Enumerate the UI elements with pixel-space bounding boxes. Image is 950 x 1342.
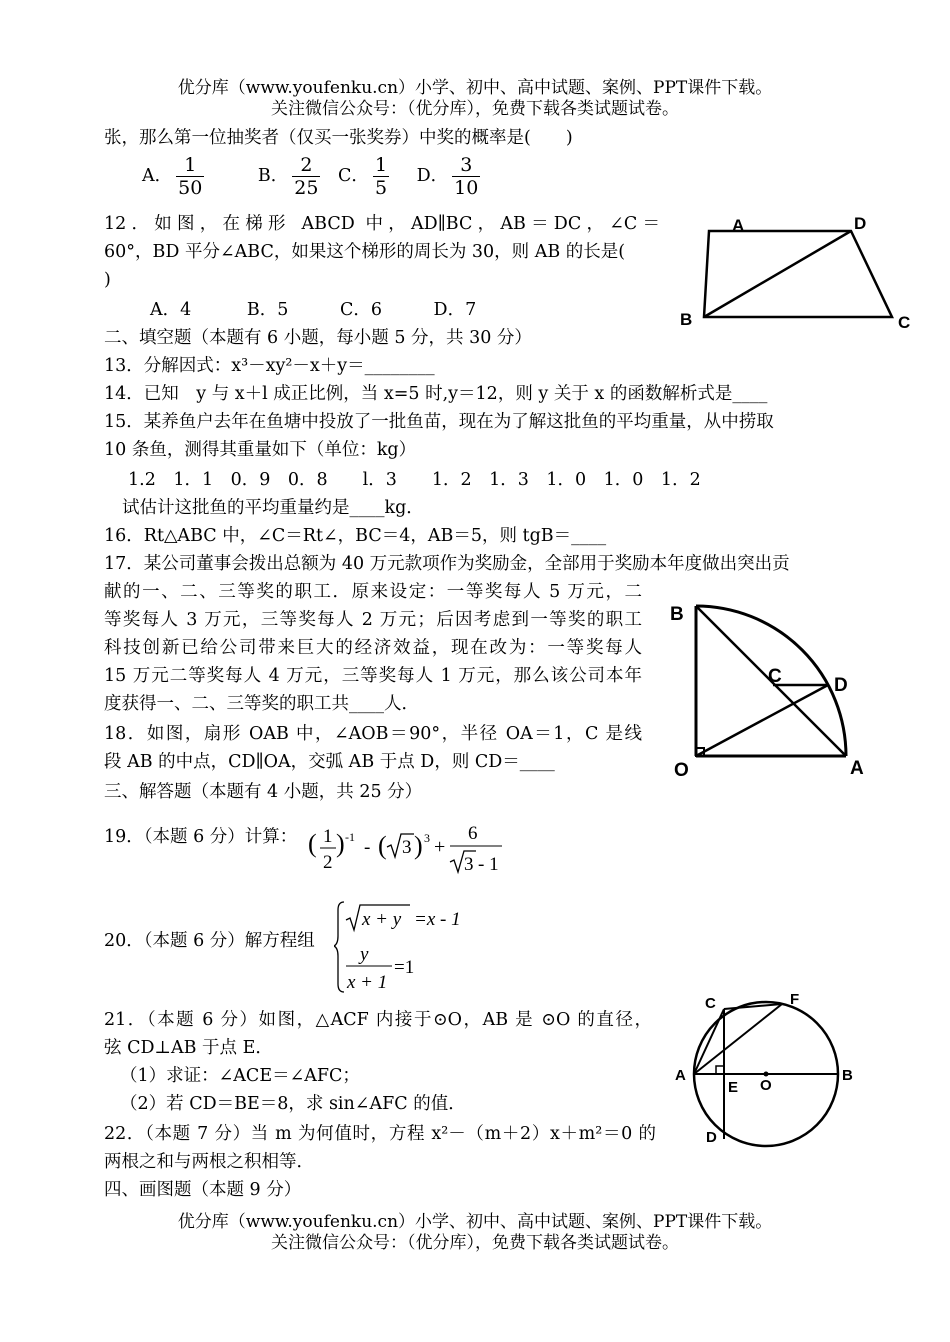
label-c: C (705, 995, 716, 1012)
q19-expression (306, 815, 526, 879)
segment-cf (724, 1004, 782, 1009)
option-label: B． (257, 166, 289, 186)
fraction (176, 154, 204, 199)
numerator: 2 (292, 154, 320, 177)
paren: ( (308, 829, 317, 858)
sqrt-three: 3 (402, 837, 412, 858)
q11-option-c (338, 154, 393, 199)
exp-neg-one: -1 (345, 830, 355, 844)
label-a: A (850, 758, 864, 779)
fraction (452, 154, 480, 199)
q21-line-2: 弦 CD⊥AB 于点 E． (104, 1038, 273, 1058)
q12-option-c: C．6 (339, 300, 382, 320)
eq1-radicand: x + y (362, 909, 402, 930)
label-e: E (728, 1079, 739, 1096)
q12-options (150, 296, 476, 324)
footer-line-1: 优分库（www.youfenku.cn）小学、初中、高中试题、案例、PPT课件下载。 (177, 1212, 773, 1232)
q13: 13．分解因式：x³－xy²－x＋y＝________ (104, 356, 435, 376)
numerator: 3 (452, 154, 480, 177)
paren: ) (336, 829, 345, 858)
section-2-heading: 二、填空题（本题有 6 小题，每小题 5 分，共 30 分） (104, 328, 532, 348)
label-f: F (790, 991, 800, 1008)
q17-line-1: 17．某公司董事会拨出总额为 40 万元款项作为奖励金，全部用于奖励本年度做出突出贡 (104, 554, 790, 574)
q15-line-3: 试估计这批鱼的平均重量约是____kg． (122, 498, 424, 518)
plus-sign: + (434, 836, 446, 858)
denominator: 5 (374, 177, 388, 199)
label-a: A (675, 1067, 686, 1084)
q11-option-d (417, 154, 485, 199)
label-c: C (768, 666, 782, 687)
diagonal-bd (704, 231, 851, 317)
option-label: C． (338, 166, 369, 186)
q11-option-b (258, 154, 325, 199)
denominator: 25 (294, 177, 319, 199)
label-c: C (898, 313, 911, 332)
segment-af (694, 1004, 782, 1074)
q21-line-1: 21．（本题 6 分）如图，△ACF 内接于⊙O，AB 是 ⊙O 的直径， (104, 1010, 652, 1030)
q12-option-b: B．5 (246, 300, 289, 320)
denominator: 10 (454, 177, 479, 199)
denominator: 50 (178, 177, 203, 199)
label-b: B (670, 604, 684, 625)
section-4-heading: 四、画图题（本题 9 分） (104, 1180, 302, 1200)
paren: ) (414, 831, 423, 860)
q22-line-1: 22．（本题 7 分）当 m 为何值时，方程 x²－（m＋2）x＋m²＝0 的 (104, 1124, 656, 1144)
segment-ac (694, 1009, 724, 1074)
frac-num: 6 (468, 823, 478, 844)
q17-line-2: 献的一、二、三等奖的职工．原来设定：一等奖每人 5 万元，二 (104, 582, 642, 602)
label-d: D (706, 1129, 717, 1146)
q19-prefix: 19．（本题 6 分）计算： (104, 827, 298, 847)
q12-option-d: D．7 (433, 300, 477, 320)
q12-line-2: 60°，BD 平分∠ABC，如果这个梯形的周长为 30，则 AB 的长是( (104, 242, 626, 262)
label-a: A (732, 216, 745, 235)
q17-line-6: 度获得一、二、三等奖的职工共____人． (104, 694, 419, 714)
section-3-heading: 三、解答题（本题有 4 小题，共 25 分） (104, 782, 423, 802)
q20-prefix: 20．（本题 6 分）解方程组 (104, 931, 315, 951)
q17-line-5: 15 万元二等奖每人 4 万元，三等奖每人 1 万元，那么该公司本年 (104, 666, 642, 686)
q11-text: 张，那么第一位抽奖者（仅买一张奖券）中奖的概率是( ) (104, 128, 573, 148)
trapezoid-figure (672, 205, 922, 335)
exp-three: 3 (424, 831, 430, 845)
label-o: O (760, 1077, 772, 1094)
q18-line-2: 段 AB 的中点，CD∥OA，交弧 AB 于点 D，则 CD＝____ (104, 752, 555, 772)
header-line-1: 优分库（www.youfenku.cn）小学、初中、高中试题、案例、PPT课件下载。 (177, 78, 773, 98)
eq2-den: x + 1 (347, 972, 388, 993)
numerator: 1 (176, 154, 204, 177)
label-o: O (674, 760, 689, 781)
frac-den-tail: - 1 (478, 854, 499, 875)
minus-sign: - (364, 837, 371, 858)
numerator: 1 (374, 154, 388, 176)
q15-line-1: 15．某养鱼户去年在鱼塘中投放了一批鱼苗，现在为了解这批鱼的平均重量，从中捞取 (104, 412, 774, 432)
q17-line-4: 科技创新已给公司带来巨大的经济效益，现在改为：一等奖每人 (104, 638, 642, 658)
q12-line-1: 12．如图，在梯形 ABCD 中，AD∥BC，AB＝DC，∠C＝ (104, 214, 660, 234)
q14: 14．已知 y 与 x＋l 成正比例，当 x=5 时,y＝12，则 y 关于 x 的函数解析式是____ (104, 384, 768, 404)
fraction (373, 154, 389, 199)
half-den: 2 (323, 852, 333, 873)
sector-figure (662, 594, 872, 784)
paren: ( (378, 831, 387, 860)
q12-option-a: A．4 (150, 300, 192, 320)
trapezoid-outline (704, 231, 892, 317)
option-label: A． (142, 166, 173, 186)
q20-system (334, 898, 504, 998)
brace (334, 902, 344, 992)
q11-option-a (142, 154, 208, 199)
segment-od (696, 685, 828, 756)
header-line-2: 关注微信公众号：（优分库），免费下载各类试题试卷。 (271, 99, 679, 119)
q22-line-2: 两根之和与两根之积相等． (104, 1152, 314, 1172)
eq1-rhs: =x - 1 (414, 909, 461, 930)
eq2-rhs: =1 (394, 957, 415, 978)
q21-part-2: （2）若 CD＝BE＝8，求 sin∠AFC 的值． (120, 1094, 466, 1114)
eq2-num: y (360, 944, 369, 965)
half-num: 1 (323, 826, 333, 847)
label-d: D (854, 214, 867, 233)
label-b: B (680, 310, 693, 329)
option-label: D． (416, 166, 449, 186)
q15-data: 1.2 1．1 0．9 0．8 l．3 1．2 1．3 1．0 1．0 1．2 (128, 470, 701, 490)
frac-den-root: 3 (464, 854, 474, 875)
footer-line-2: 关注微信公众号：（优分库），免费下载各类试题试卷。 (271, 1233, 679, 1253)
q12-line-3: ) (104, 270, 111, 290)
right-angle-mark (716, 1066, 724, 1074)
center-dot (764, 1072, 769, 1077)
q16: 16．Rt△ABC 中，∠C＝Rt∠，BC＝4，AB＝5，则 tgB＝____ (104, 526, 607, 546)
label-b: B (842, 1067, 853, 1084)
circle-figure (668, 988, 868, 1148)
label-d: D (834, 675, 848, 696)
q18-line-1: 18．如图，扇形 OAB 中，∠AOB＝90°，半径 OA＝1，C 是线 (104, 724, 642, 744)
fraction (292, 154, 320, 199)
q17-line-3: 等奖每人 3 万元，三等奖每人 2 万元；后因考虑到一等奖的职工 (104, 610, 642, 630)
q11-options (142, 154, 484, 199)
q21-part-1: （1）求证：∠ACE＝∠AFC； (120, 1066, 360, 1086)
q15-line-2: 10 条鱼，测得其重量如下（单位：kg） (104, 440, 417, 460)
